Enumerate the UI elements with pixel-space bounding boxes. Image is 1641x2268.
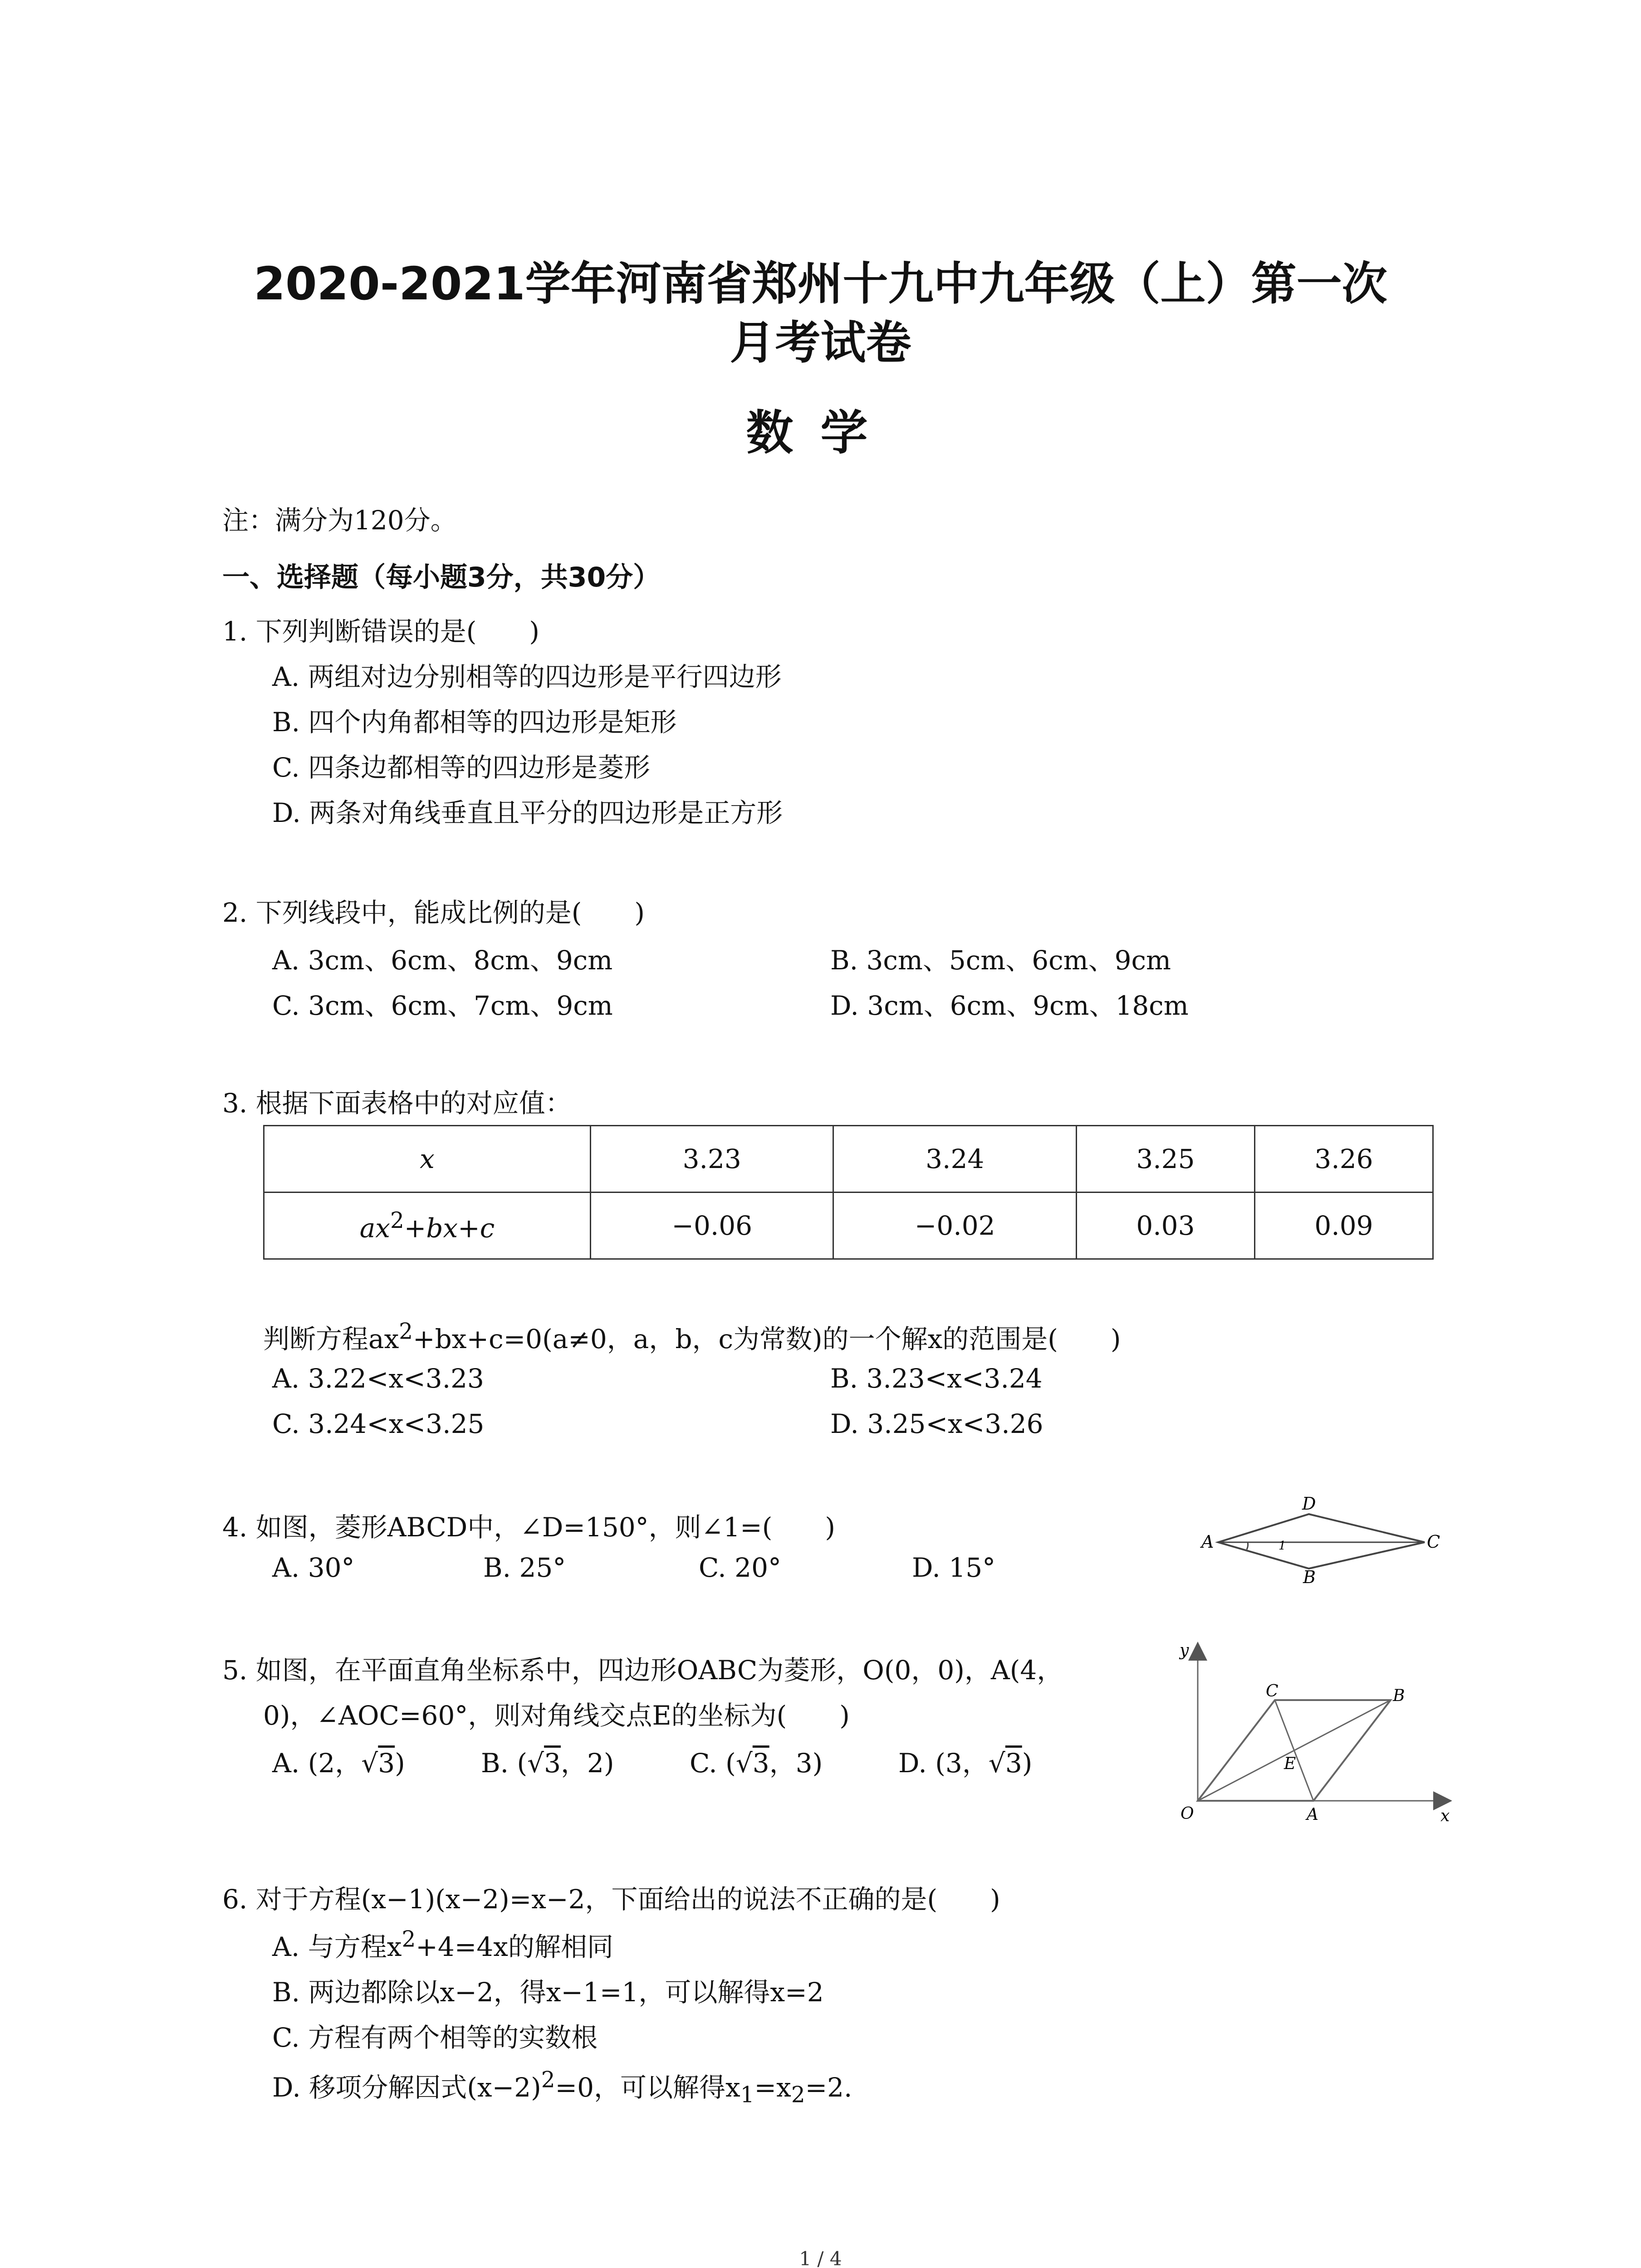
label-angle-1: 1 — [1279, 1539, 1286, 1553]
label-d: D — [1302, 1494, 1316, 1514]
q6-option-a: A. 与方程$x^2+4=4x$的解相同 — [272, 1926, 613, 1962]
q6-stem: 6. 对于方程(x−1)(x−2)=x−2，下面给出的说法不正确的是( ) — [222, 1884, 1000, 1915]
label-a: A — [1307, 1805, 1318, 1824]
q4-option-a: A. 30° — [272, 1552, 355, 1583]
diagonal-ac — [1275, 1700, 1313, 1801]
q1-option-c: C. 四条边都相等的四边形是菱形 — [272, 752, 651, 783]
score-note: 注：满分为120分。 — [222, 505, 457, 536]
page-number: 1 / 4 — [799, 2248, 842, 2268]
table-cell: 0.03 — [1076, 1193, 1254, 1259]
label-x: x — [1440, 1807, 1450, 1825]
q1-option-b: B. 四个内角都相等的四边形是矩形 — [272, 707, 677, 738]
q1-stem: 1. 下列判断错误的是( ) — [222, 616, 540, 647]
q3-option-b: B. 3.23<x<3.24 — [830, 1363, 1043, 1394]
q5-option-d: D. (3，√3) — [898, 1748, 1033, 1779]
subject-heading: 数学 — [746, 405, 895, 460]
table-row — [264, 1126, 1433, 1193]
rhombus-outline — [1218, 1514, 1425, 1569]
q1-option-a: A. 两组对边分别相等的四边形是平行四边形 — [272, 661, 782, 692]
q5-option-b: B. (√3，2) — [481, 1748, 614, 1779]
table-cell: 0.09 — [1254, 1193, 1433, 1259]
table-cell: x — [264, 1126, 591, 1193]
q3-option-a: A. 3.22<x<3.23 — [272, 1363, 484, 1394]
q4-option-c: C. 20° — [699, 1552, 781, 1583]
q6-option-c: C. 方程有两个相等的实数根 — [272, 2022, 598, 2053]
q5-stem-line1: 5. 如图，在平面直角坐标系中，四边形OABC为菱形，O(0，0)，A(4， — [222, 1655, 1063, 1686]
section-heading-choice: 一、选择题（每小题3分，共30分） — [222, 562, 661, 593]
table-cell: $ax^2+bx+c$ — [264, 1193, 591, 1259]
q3-option-d: D. 3.25<x<3.26 — [830, 1408, 1043, 1439]
table-cell: 3.26 — [1254, 1126, 1433, 1193]
label-o: O — [1181, 1804, 1194, 1823]
q5-coordinate-figure — [1171, 1633, 1452, 1828]
q5-option-c: C. (√3，3) — [690, 1748, 823, 1779]
q4-option-b: B. 25° — [483, 1552, 566, 1583]
label-e: E — [1284, 1755, 1296, 1773]
table-cell: 3.25 — [1076, 1126, 1254, 1193]
table-cell: −0.06 — [591, 1193, 833, 1259]
label-y: y — [1180, 1641, 1189, 1660]
table-cell: 3.23 — [591, 1126, 833, 1193]
q2-stem: 2. 下列线段中，能成比例的是( ) — [222, 897, 645, 928]
q4-option-d: D. 15° — [912, 1552, 996, 1583]
q4-stem: 4. 如图，菱形ABCD中，∠D=150°，则∠1=( ) — [222, 1512, 835, 1543]
q5-stem-line2: 0)，∠AOC=60°，则对角线交点E的坐标为( ) — [263, 1700, 850, 1731]
q3-judge-text: 判断方程$ax^2+bx+c=0(a\ne 0$，a，b，c为常数)的一个解x的范围是( ) — [263, 1319, 1121, 1354]
q5-option-a: A. (2，√3) — [272, 1748, 405, 1779]
angle-mark — [1247, 1542, 1248, 1549]
table-row — [264, 1193, 1433, 1259]
label-c: C — [1427, 1532, 1440, 1552]
label-c: C — [1266, 1682, 1279, 1701]
table-cell: −0.02 — [833, 1193, 1076, 1259]
q6-option-b: B. 两边都除以x−2，得x−1=1，可以解得x=2 — [272, 1977, 824, 2008]
q4-rhombus-figure — [1198, 1492, 1443, 1583]
q3-option-c: C. 3.24<x<3.25 — [272, 1408, 485, 1439]
q2-option-a: A. 3cm、6cm、8cm、9cm — [272, 945, 613, 976]
label-b: B — [1303, 1567, 1316, 1583]
exam-title-line2: 月考试卷 — [730, 316, 911, 369]
q2-option-b: B. 3cm、5cm、6cm、9cm — [830, 945, 1171, 976]
q2-option-d: D. 3cm、6cm、9cm、18cm — [830, 990, 1189, 1021]
label-b: B — [1393, 1686, 1405, 1705]
q3-stem: 3. 根据下面表格中的对应值： — [222, 1088, 572, 1119]
exam-title-line1: 2020-2021学年河南省郑州十九中九年级（上）第一次 — [254, 257, 1387, 310]
q6-option-d: D. 移项分解因式$(x-2)^2=0$，可以解得$x_1=x_2=2$. — [272, 2067, 852, 2108]
q2-option-c: C. 3cm、6cm、7cm、9cm — [272, 990, 613, 1021]
table-cell: 3.24 — [833, 1126, 1076, 1193]
q3-value-table — [263, 1125, 1434, 1260]
label-a: A — [1201, 1532, 1214, 1552]
q1-option-d: D. 两条对角线垂直且平分的四边形是正方形 — [272, 797, 783, 828]
